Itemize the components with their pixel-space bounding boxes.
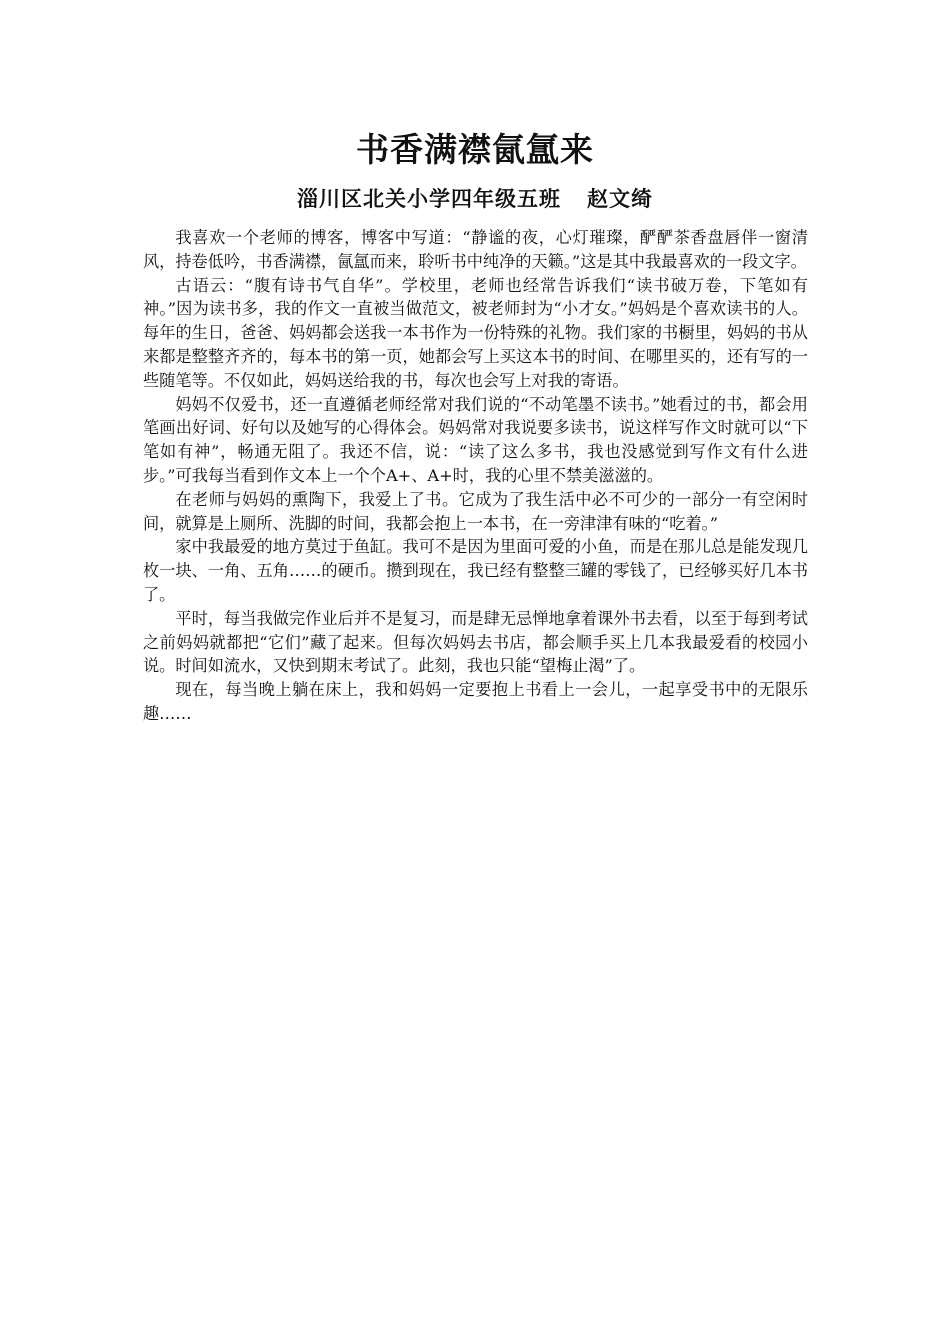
paragraph-6: 平时，每当我做完作业后并不是复习，而是肆无忌惮地拿着课外书去看，以至于每到考试之前妈妈就都把“它们”藏了起来。但每次妈妈去书店，都会顺手买上几本我最爱看的校园小说。时间如流水，又快到期末考试了。此刻，我也只能“望梅止渴”了。 [143, 608, 808, 676]
essay-body [143, 226, 808, 726]
document-title: 书香满襟氤氲来 [356, 130, 594, 169]
school-class: 淄川区北关小学四年级五班 [297, 186, 561, 211]
author-byline [0, 184, 950, 214]
author-name: 赵文绮 [587, 186, 653, 211]
paragraph-3: 妈妈不仅爱书，还一直遵循老师经常对我们说的“不动笔墨不读书。”她看过的书，都会用笔画出好词、好句以及她写的心得体会。妈妈常对我说要多读书，说这样写作文时就可以“下笔如有神”，畅通无阻了。我还不信，说：“读了这么多书，我也没感觉到写作文有什么进步。”可我每当看到作文本上一个个A+、A+时，我的心里不禁美滋滋的。 [143, 394, 808, 485]
paragraph-7: 现在，每当晚上躺在床上，我和妈妈一定要抱上书看上一会儿，一起享受书中的无限乐趣…… [143, 680, 808, 723]
paragraph-4: 在老师与妈妈的熏陶下，我爱上了书。它成为了我生活中必不可少的一部分一有空闲时间，就算是上厕所、洗脚的时间，我都会抱上一本书，在一旁津津有味的“吃着。” [143, 489, 808, 533]
paragraph-1: 我喜欢一个老师的博客，博客中写道：“静谧的夜，心灯璀璨，酽酽茶香盘唇伴一窗清风，持卷低吟，书香满襟，氤氲而来，聆听书中纯净的天籁。”这是其中我最喜欢的一段文字。 [143, 228, 808, 271]
paragraph-2: 古语云：“腹有诗书气自华”。学校里，老师也经常告诉我们“读书破万卷，下笔如有神。”因为读书多，我的作文一直被当做范文，被老师封为“小才女。”妈妈是个喜欢读书的人。每年的生日，爸爸、妈妈都会送我一本书作为一份特殊的礼物。我们家的书橱里，妈妈的书从来都是整整齐齐的，每本书的第一页，她都会写上买这本书的时间、在哪里买的，还有写的一些随笔等。不仅如此，妈妈送给我的书，每次也会写上对我的寄语。 [143, 275, 808, 390]
paragraph-5: 家中我最爱的地方莫过于鱼缸。我可不是因为里面可爱的小鱼，而是在那儿总是能发现几枚一块、一角、五角……的硬币。攒到现在，我已经有整整三罐的零钱了，已经够买好几本书了。 [143, 537, 808, 604]
